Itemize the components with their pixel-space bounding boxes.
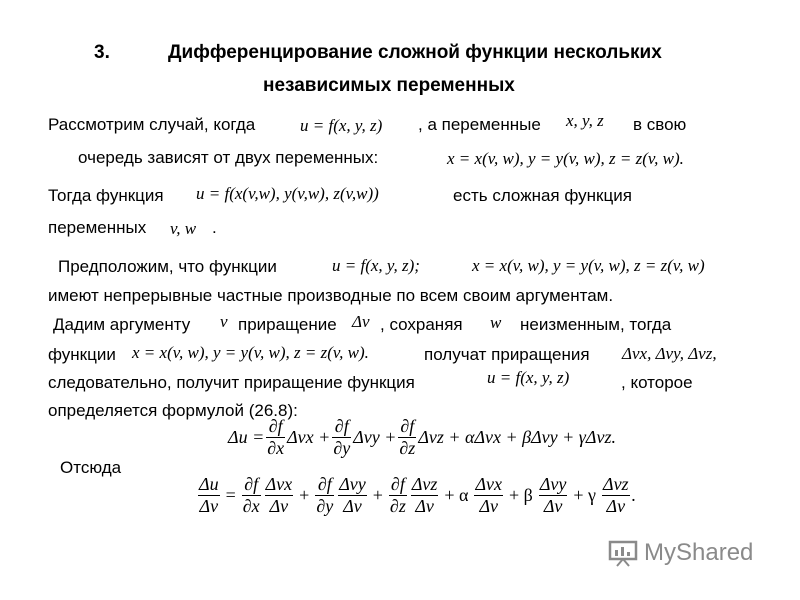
eq2-frac-f: $\frac{\text{Δvz}}{\Delta v}$ [411,474,438,516]
section-title-line1: Дифференцирование сложной функции нескольких [168,42,662,63]
p2-text2: есть сложная функция [453,186,632,205]
eq1-frac-fx: $\frac{\partial f}{\partial x}$ [267,416,285,458]
eq2-frac-c: $\frac{\partial f}{\partial y}$ [316,474,334,516]
p3-delta-v: Δv [352,312,370,331]
eq1-frac-fy: $\frac{\partial f}{\partial y}$ [333,416,351,458]
p2-period: . [212,218,217,237]
p1-formula2: x = x(v, w), y = y(v, w), z = z(v, w). [447,149,684,168]
myshared-watermark [608,538,753,568]
p1-text4: очередь зависят от двух переменных: [78,148,379,167]
p3-formula1: u = f(x, y, z); [332,256,420,275]
eq2-frac-g: $\frac{\text{Δvx}}{\Delta v}$ [475,474,503,516]
equation-2: $\frac{\Delta u}{\Delta v}$ = $\frac{\partial f}{\partial x}$ $\frac{\text{Δvx}}{\Delta v}$ + $\frac{\partial f}{\partial y}$ $\frac{\text{Δvy}}{\Delta v}$ + $\frac{\partial f}{\partial z}$ $\frac{\text{Δvz}}{\Delta v}$ + α $\frac{\text{Δvx}}{\Delta v}$ + β $\frac{\text{Δvy}}{\Delta v}$ + γ $\frac{\text{Δvz}}{\Delta v}$ . [199,474,637,516]
p3-text3: Дадим аргументу [53,315,191,334]
p2-text1: Тогда функция [48,186,164,205]
p3-text1: Предположим, что функции [58,257,277,276]
p3-increments: Δvx, Δvy, Δvz, [622,344,717,363]
eq2-frac-e: $\frac{\partial f}{\partial z}$ [389,474,406,516]
p3-var-w: w [490,313,502,332]
p3-formula4: u = f(x, y, z) [487,368,570,387]
p3-formula3: x = x(v, w), y = y(v, w), z = z(v, w). [132,343,369,362]
p3-text6: неизменным, тогда [520,315,672,334]
p3-text10: , которое [621,373,693,392]
eq2-frac-d: $\frac{\text{Δvy}}{\Delta v}$ [339,474,366,516]
p3-text11: определяется формулой (26.8): [48,401,298,420]
eq1-lhs: Δu = [228,427,265,447]
p1-text3: в свою [633,115,687,134]
p1-vars: x, y, z [566,111,604,130]
presentation-board-icon [608,538,638,568]
eq1-term3-tail: Δvz + αΔvx + βΔvy + γΔvz. [418,427,616,447]
section-title-line2: независимых переменных [263,75,515,96]
p2-vars: v, w [170,219,197,238]
p3-text8: получат приращения [424,345,590,364]
p1-formula1: u = f(x, y, z) [300,116,383,135]
watermark-text: MyShared [644,539,754,566]
p1-text2: , а переменные [418,115,541,134]
p3-text5: , сохраняя [380,315,463,334]
hence-label: Отсюда [60,458,122,477]
eq1-term1-tail: Δvx + [287,427,331,447]
eq2-frac-i: $\frac{\text{Δvz}}{\Delta v}$ [603,474,629,516]
eq2-frac-b: $\frac{\text{Δvx}}{\Delta v}$ [265,474,293,516]
eq2-frac-a: $\frac{\partial f}{\partial x}$ [242,474,260,516]
p1-text1: Рассмотрим случай, когда [48,115,256,134]
p3-text4: приращение [238,315,337,334]
p2-formula: u = f(x(v,w), y(v,w), z(v,w)) [196,184,379,203]
eq2-frac-h: $\frac{\text{Δvy}}{\Delta v}$ [539,474,567,516]
equation-1 [228,416,616,459]
p3-line2: имеют непрерывные частные производные по всем своим аргументам. [48,286,614,305]
p3-text7: функции [48,345,116,364]
eq1-frac-fz: $\frac{\partial f}{\partial z}$ [399,416,416,458]
p3-formula2: x = x(v, w), y = y(v, w), z = z(v, w) [472,256,705,275]
eq1-term2-tail: Δvy + [353,427,397,447]
p2-text3: переменных [48,218,147,237]
p3-var-v: v [220,312,228,331]
eq2-lhs: $\frac{\Delta u}{\Delta v}$ [199,474,219,516]
p3-text9: следовательно, получит приращение функция [48,373,415,392]
section-number: 3. [94,42,110,63]
